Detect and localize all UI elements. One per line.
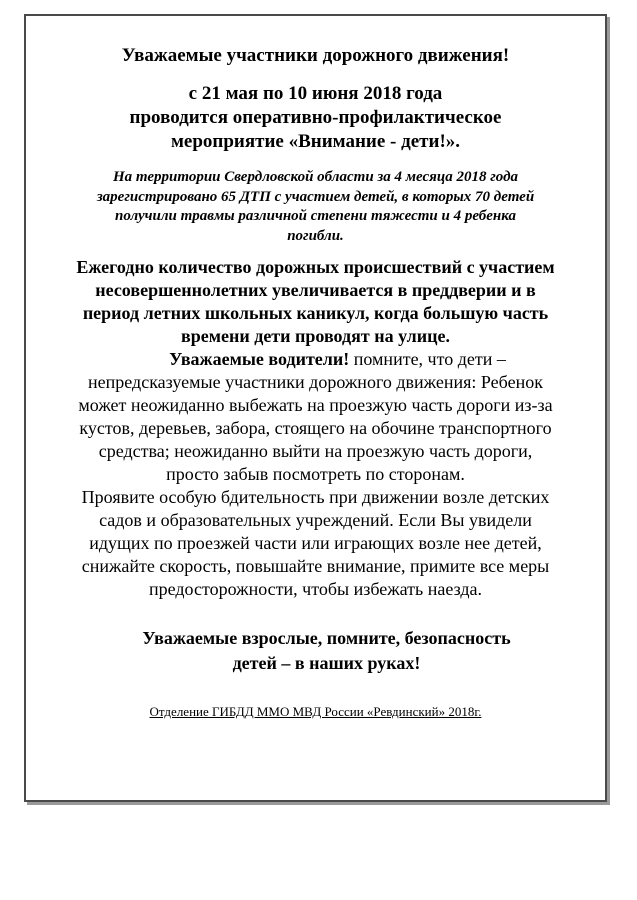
issuer-signature: Отделение ГИБДД ММО МВД России «Ревдинский» 2018г. [149,704,482,719]
caution-line: Проявите особую бдительность при движении возле детских [81,487,550,507]
drivers-line: кустов, деревьев, забора, стоящего на обочине транспортного [79,418,552,438]
event-announcement [34,82,597,154]
adults-appeal [56,626,597,676]
adults-line: детей – в наших руках! [232,653,421,673]
trend-line: период летних школьных каникул, когда большую часть [82,303,549,323]
caution-line: идущих по проезжей части или играющих возле нее детей, [89,533,542,553]
event-description-line: проводится оперативно-профилактическое [129,107,502,128]
caution-line: предосторожности, чтобы избежать наезда. [148,579,483,599]
notice-title: Уважаемые участники дорожного движения! [121,45,510,66]
caution-line: садов и образовательных учреждений. Если Вы увидели [99,510,532,530]
event-dates: с 21 мая по 10 июня 2018 года [188,83,443,104]
event-name: мероприятие «Внимание - дети!». [170,131,461,152]
stats-line: погибли. [287,227,344,244]
trend-line: несовершеннолетних увеличивается в преддверии и в [95,280,536,300]
trend-line: времени дети проводят на улице. [181,326,450,346]
drivers-line: может неожиданно выбежать на проезжую часть дороги из-за [78,395,553,415]
drivers-appeal-lead: Уважаемые водители! [169,349,350,369]
trend-line: Ежегодно количество дорожных происшествий с участием [76,257,555,277]
accident-statistics [40,168,591,246]
drivers-line: средства; неожиданно выйти на проезжую часть дороги, [98,441,533,461]
stats-line: получили травмы различной степени тяжести и 4 ребенка [115,208,516,224]
adults-line: Уважаемые взрослые, помните, безопасность [142,628,511,648]
drivers-line: непредсказуемые участники дорожного движения: Ребенок [88,372,543,392]
caution-paragraph [34,486,597,601]
caution-line: снижайте скорость, повышайте внимание, примите все меры [81,556,550,576]
notice-frame [24,14,607,802]
stats-line: зарегистрировано 65 ДТП с участием детей, в которых 70 детей [96,188,535,205]
stats-line: На территории Свердловской области за 4 месяца 2018 года [112,169,519,185]
drivers-appeal-text: помните, что дети – [349,349,506,369]
seasonal-trend-paragraph [34,256,597,348]
drivers-appeal [34,348,597,486]
drivers-line: просто забыв посмотреть по сторонам. [166,464,465,484]
notice-content [34,44,597,721]
